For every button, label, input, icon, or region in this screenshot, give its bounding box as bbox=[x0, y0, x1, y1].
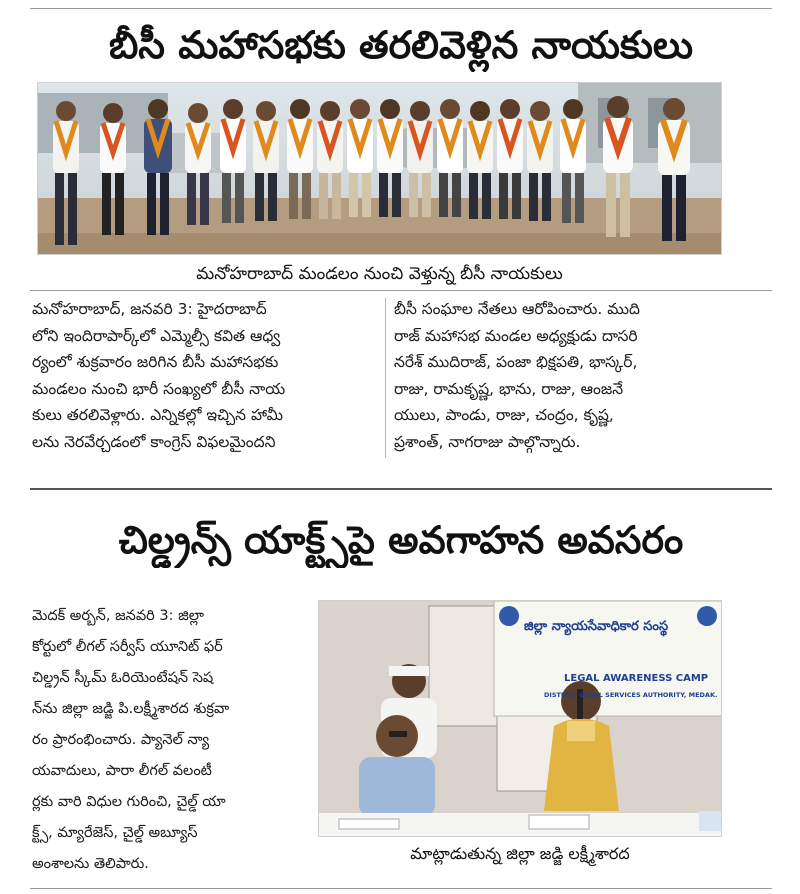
paragraph-line: యవాదులు, పారా లీగల్ వలంటీ bbox=[32, 763, 212, 779]
top-rule bbox=[30, 8, 772, 9]
article2-photo-caption: మాట్లాడుతున్న జిల్లా జడ్జి లక్ష్మీశారద bbox=[410, 844, 630, 863]
column-divider bbox=[385, 298, 386, 458]
banner-line-2: LEGAL AWARENESS CAMP bbox=[564, 673, 709, 684]
paragraph-line: ప్రశాంత్, నాగరాజు పాల్గొన్నారు. bbox=[394, 432, 581, 451]
paragraph-line: బీసీ సంఘాల నేతలు ఆరోపించారు. ముది bbox=[394, 300, 640, 318]
article1-column-1 bbox=[32, 296, 380, 462]
paragraph-line: నరేశ్ ముదిరాజ్, పంజా భిక్షపతి, భాస్కర్, bbox=[394, 353, 638, 371]
article2-photo bbox=[318, 600, 722, 837]
paragraph-line: యులు, పాండు, రాజు, చంద్రం, కృష్ణ, bbox=[394, 406, 614, 424]
paragraph-line: లోని ఇందిరాపార్క్‌లో ఎమ్మెల్సీ కవిత ఆధ్వ bbox=[32, 326, 281, 345]
article1-headline: బీసీ మహాసభకు తరలివెళ్లిన నాయకులు bbox=[108, 23, 693, 67]
paragraph-line: మనోహరాబాద్, జనవరి 3: హైదరాబాద్ bbox=[32, 300, 267, 318]
article1-column-2 bbox=[394, 296, 764, 462]
paragraph-line: చిల్డ్రన్ స్కీమ్ ఓరియెంటేషన్ సెష bbox=[32, 670, 214, 686]
article2-body bbox=[32, 601, 314, 887]
paragraph-line: మెదక్ అర్బన్, జనవరి 3: జిల్లా bbox=[32, 608, 204, 624]
paragraph-line: లను నెరవేర్చడంలో కాంగ్రెస్ విఫలమైందని bbox=[32, 432, 276, 451]
paragraph-line: న్‌ను జిల్లా జడ్జి పి.లక్ష్మీశారద శుక్రవా bbox=[32, 701, 230, 717]
paragraph-line: రాజు, రామకృష్ణ, భాను, రాజు, ఆంజనే bbox=[394, 379, 624, 398]
article1-photo-caption: మనోహరాబాద్ మండలం నుంచి వెళ్తున్న బీసీ నాయకులు bbox=[196, 264, 563, 284]
bottom-rule bbox=[30, 888, 772, 889]
paragraph-line: క్ట్స్, మ్యారేజెస్, చైల్డ్ అబ్యూస్ bbox=[32, 825, 198, 841]
banner-line-3: DISTRICT LEGAL SERVICES AUTHORITY, MEDAK. bbox=[544, 691, 718, 699]
caption-rule bbox=[30, 290, 772, 291]
paragraph-line: మండలం నుంచి భారీ సంఖ్యలో బీసీ నాయ bbox=[32, 379, 286, 398]
article2-headline: చిల్డ్రన్స్ యాక్ట్స్‌పై అవగాహన అవసరం bbox=[118, 518, 684, 562]
paragraph-line: కోర్టులో లీగల్ సర్వీస్ యూనిట్ ఫర్ bbox=[32, 639, 223, 655]
article1-photo bbox=[37, 82, 722, 255]
paragraph-line: అంశాలను తెలిపారు. bbox=[32, 856, 149, 872]
paragraph-line: ర్లకు వారి విధుల గురించి, చైల్డ్ యా bbox=[32, 794, 226, 810]
section-divider bbox=[30, 488, 772, 490]
paragraph-line: ర్యంలో శుక్రవారం జరిగిన బీసీ మహాసభకు bbox=[32, 353, 279, 371]
paragraph-line: కులు తరలివెళ్లారు. ఎన్నికల్లో ఇచ్చిన హామీ bbox=[32, 406, 284, 424]
paragraph-line: రం ప్రారంభించారు. ప్యానెల్ న్యా bbox=[32, 732, 210, 748]
paragraph-line: రాజ్ మహాసభ మండల అధ్యక్షుడు దాసరి bbox=[394, 326, 638, 345]
group-photo-illustration bbox=[38, 83, 722, 255]
banner-line-1: జిల్లా న్యాయసేవాధికార సంస్థ bbox=[524, 619, 669, 634]
